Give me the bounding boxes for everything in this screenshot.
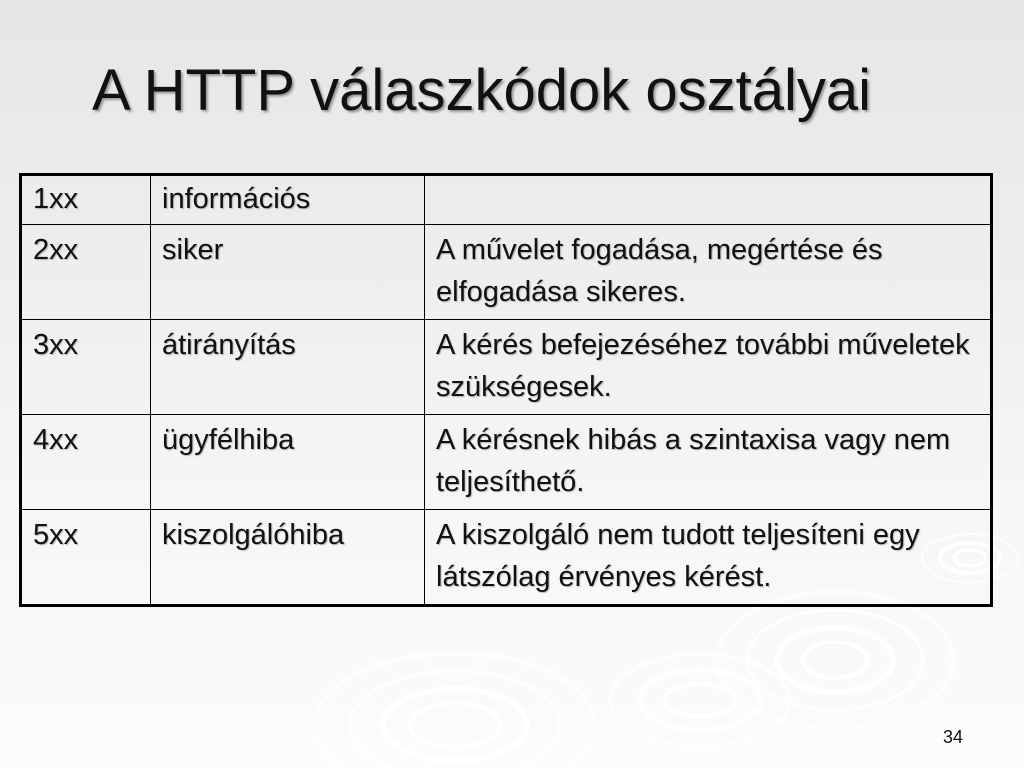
status-code-cell: 5xx (21, 510, 151, 606)
status-code-cell: 3xx (21, 320, 151, 415)
table-row (21, 225, 992, 320)
status-description-cell: A kiszolgáló nem tudott teljesíteni egy látszólag érvényes kérést. (425, 510, 992, 606)
status-code-cell: 2xx (21, 225, 151, 320)
slide-title: A HTTP válaszkódok osztályai (92, 58, 872, 123)
status-class-name-cell: átirányítás (151, 320, 425, 415)
http-status-classes-table (19, 173, 993, 607)
status-class-name-cell: ügyfélhiba (151, 415, 425, 510)
status-description-cell (425, 175, 992, 225)
table-row (21, 175, 992, 225)
table-row (21, 510, 992, 606)
status-code-cell: 1xx (21, 175, 151, 225)
status-description-cell: A kérésnek hibás a szintaxisa vagy nem teljesíthető. (425, 415, 992, 510)
table-row (21, 320, 992, 415)
status-class-name-cell: kiszolgálóhiba (151, 510, 425, 606)
page-number: 34 (942, 727, 963, 747)
status-description-cell: A kérés befejezéséhez további műveletek szükségesek. (425, 320, 992, 415)
status-code-cell: 4xx (21, 415, 151, 510)
status-class-name-cell: siker (151, 225, 425, 320)
status-description-cell: A művelet fogadása, megértése és elfogadása sikeres. (425, 225, 992, 320)
table-row (21, 415, 992, 510)
status-class-name-cell: információs (151, 175, 425, 225)
